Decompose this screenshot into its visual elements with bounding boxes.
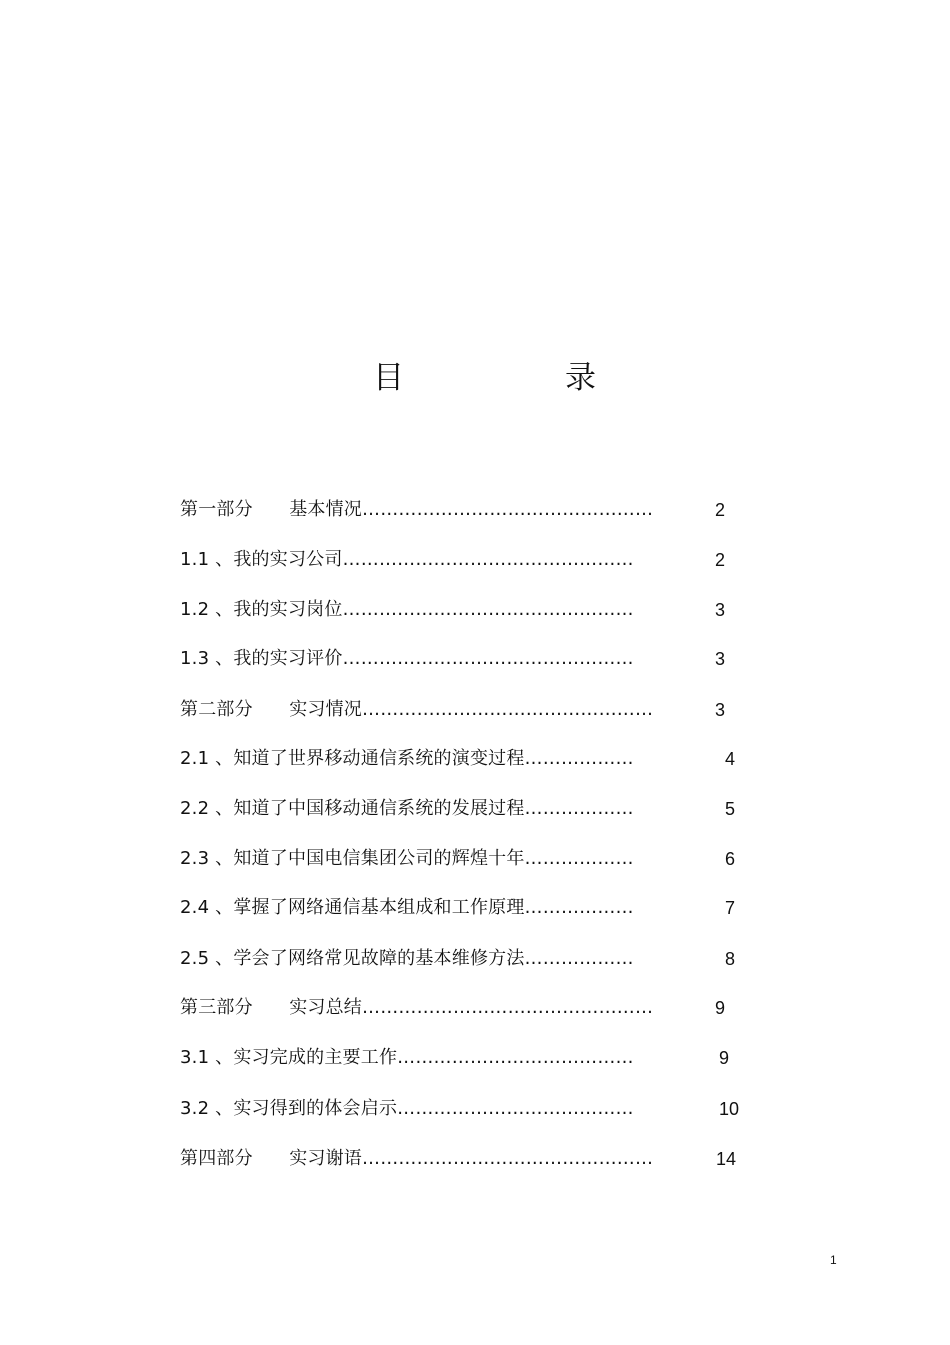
toc-entry[interactable] [180,745,760,773]
toc-entry[interactable] [180,546,760,574]
toc-entry[interactable] [180,994,760,1022]
page-number: 1 [830,1253,837,1267]
toc-entry[interactable] [180,1044,760,1072]
toc-entry-label: 2.4 、掌握了网络通信基本组成和工作原理……………… [180,897,634,918]
toc-entry[interactable] [180,696,760,724]
toc-entry[interactable] [180,945,760,973]
toc-entry-page: 9 [715,998,726,1018]
toc-entry-label: 第三部分 实习总结………………………………………… [180,997,654,1018]
toc-entry-label: 第二部分 实习情况………………………………………… [180,699,654,720]
toc-entry-label: 3.2 、实习得到的体会启示………………………………… [180,1098,634,1119]
toc-entry-label: 2.3 、知道了中国电信集团公司的辉煌十年……………… [180,848,634,869]
toc-entry[interactable] [180,1095,760,1123]
toc-entry-page: 10 [719,1099,740,1119]
toc-entry-page: 7 [725,898,736,918]
toc-entry-page: 2 [715,550,726,570]
toc-entry[interactable] [180,496,760,524]
toc-entry-label: 1.2 、我的实习岗位………………………………………… [180,599,634,620]
toc-entry-page: 8 [725,949,736,969]
toc-entry[interactable] [180,645,760,673]
toc-entry-label: 第四部分 实习谢语………………………………………… [180,1148,654,1169]
toc-entry-label: 第一部分 基本情况………………………………………… [180,499,654,520]
toc-entry-label: 3.1 、实习完成的主要工作………………………………… [180,1047,634,1068]
toc-entry-label: 2.2 、知道了中国移动通信系统的发展过程……………… [180,798,634,819]
toc-entry-page: 2 [715,500,726,520]
toc-title-right-char: 录 [565,360,596,396]
toc-entry-page: 5 [725,799,736,819]
toc-title-left-char: 目 [373,360,404,396]
toc-entry-page: 6 [725,849,736,869]
toc-entry-label: 2.1 、知道了世界移动通信系统的演变过程……………… [180,748,634,769]
toc-entry-page: 9 [719,1048,730,1068]
toc-title [0,358,950,398]
toc-entry-label: 1.3 、我的实习评价………………………………………… [180,648,634,669]
toc-entry-page: 4 [725,749,736,769]
toc-entry-page: 3 [715,600,726,620]
toc-entry-page: 3 [715,649,726,669]
toc-entry[interactable] [180,894,760,922]
toc-entry-page: 3 [715,700,726,720]
toc-entry[interactable] [180,845,760,873]
toc-entry[interactable] [180,795,760,823]
toc-entry-label: 2.5 、学会了网络常见故障的基本维修方法……………… [180,948,634,969]
toc-entry-label: 1.1 、我的实习公司………………………………………… [180,549,634,570]
toc-entry[interactable] [180,596,760,624]
toc-entry[interactable] [180,1145,760,1173]
toc-entry-page: 14 [716,1149,737,1169]
